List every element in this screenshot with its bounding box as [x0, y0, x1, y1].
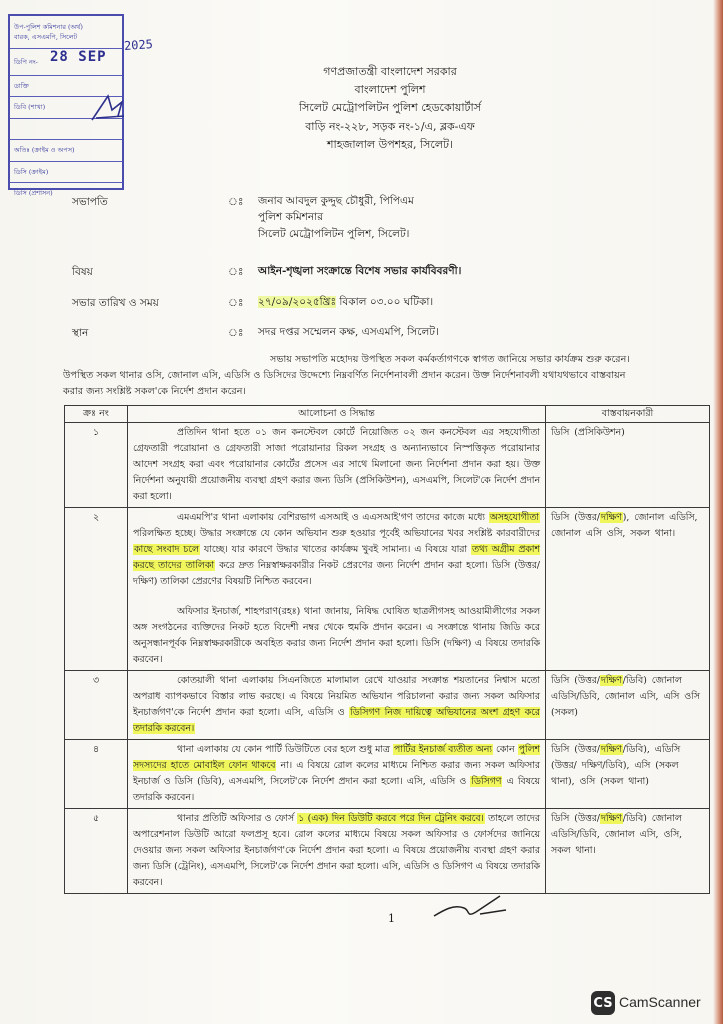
- office-city: শাহজালাল উপশহর, সিলেট।: [327, 138, 453, 151]
- highlighted-text: দক্ষিণ: [601, 511, 622, 523]
- text-run: থানার প্রতিটি অফিসার ও ফোর্স: [177, 812, 298, 824]
- table-row: [65, 507, 710, 670]
- highlighted-text: অসহযোগীতা: [489, 511, 539, 523]
- highlighted-text: পুলিশ সদস্যদের হাতে মোবাইল ফোন থাকবে: [133, 743, 540, 771]
- page-edge-shadow: [713, 0, 723, 1024]
- highlighted-text: দক্ষিণ: [601, 743, 622, 755]
- meeting-date: ২৭/০৯/২০২৫খ্রিঃ: [258, 296, 337, 308]
- table-row: [65, 808, 710, 893]
- office-name: সিলেট মেট্রোপলিটন পুলিশ হেডকোয়ার্টার্স: [299, 101, 481, 114]
- text-run: ডিসি (উত্তর/: [551, 743, 601, 755]
- chair-org: সিলেট মেট্রোপলিটন পুলিশ, সিলেট।: [258, 227, 410, 240]
- stamp-signature: [88, 90, 128, 126]
- text-run: /ডিবি), এডিসি (উত্তর/ দক্ষিণ/ডিবি), এসি (সকল থানা), ওসি (সকল থানা): [551, 743, 681, 787]
- text-run: না। এ বিষয়ে রোল কলের মাধ্যমে নিশ্চিত করার জন্য সকল অফিসার ইনচার্জ ও ডিসি (ডিবি), এসএমপি, সিলেট'কে নির্দেশ প্রদান করা হলো। এসি, এডিসি ও: [133, 759, 540, 787]
- text-run: কোতয়ালী থানা এলাকায় সিএনজিতে মালামাল রেখে যাওয়ার সংক্রান্ত শয়তানের নিশ্বাস মতো অপরাধ ব্যাপকভাবে বিস্তার লাভ করছে। এ বিষয়ে নিয়মিত অভিযান পরিচালনা করার জন্য সকল অফিসার ইনচার্জগণ'কে নির্দেশ প্রদান করা হলো। এসি, এডিসি ও: [133, 674, 540, 718]
- stamp-line: ডিবি (শাখা): [14, 103, 46, 112]
- chair-label: সভাপতি: [72, 196, 108, 208]
- text-run: ডিসি (উত্তর/: [551, 674, 601, 686]
- text-run: ), জোনাল এডিসি, জোনাল এসি ওসি, সকল থানা।: [551, 511, 698, 539]
- decision-text: [133, 510, 540, 590]
- text-run: করে দ্রুত নিম্নস্বাক্ষরকারীর নিকট প্রেরণের জন্য নির্দেশ প্রদান করা হলো। ডিসি (উত্তর/দক্ষিণ) তালিকা প্রেরণের বিষয়টি নিশ্চিত করবেন।: [133, 559, 540, 587]
- colon: ঃ: [228, 266, 244, 278]
- intro-line: করার জন্য সংশ্লিষ্ট সকল'কে নির্দেশ প্রদান করেন।: [63, 386, 246, 397]
- govt-name: গণপ্রজাতন্ত্রী বাংলাদেশ সরকার: [323, 65, 457, 78]
- text-run: এ বিষয়ে তদারকি করবেন।: [133, 775, 541, 803]
- decisions-table: [64, 405, 710, 894]
- highlighted-text: কাছে সংবাদ চলে: [134, 543, 199, 555]
- stamp-line: ডাক্তি: [14, 81, 29, 90]
- highlighted-text: ডিসিগণ নিজ দায়িত্বে অভিযানের অংশ গ্রহণ করে তদারকি করবেন।: [133, 706, 540, 734]
- chair-title: পুলিশ কমিশনার: [258, 211, 323, 224]
- text-run: ডিসি (উত্তর/: [551, 511, 601, 523]
- highlighted-text: তথ্য অগ্রীম প্রকাশ করছে তাদের তালিকা: [133, 543, 540, 571]
- row-discussion: [128, 808, 546, 893]
- row-discussion: [128, 423, 546, 508]
- row-implementer: [546, 670, 710, 739]
- highlighted-text: দক্ষিণ: [601, 674, 622, 686]
- highlighted-text: দক্ষিণ: [601, 812, 622, 824]
- chair-block: [258, 193, 414, 242]
- meeting-time: বিকাল ০৩.০০ ঘটিকা।: [336, 296, 434, 308]
- table-row: [65, 423, 710, 508]
- row-serial: ২: [65, 507, 128, 670]
- subject-value: আইন-শৃঙ্খলা সংক্রান্তে বিশেষ সভার কার্যবিবরণী।: [258, 265, 462, 277]
- dept-name: বাংলাদেশ পুলিশ: [354, 83, 426, 96]
- col-header-serial: ক্রঃ নং: [65, 406, 128, 423]
- decision-text: [133, 811, 540, 891]
- intro-line: সভায় সভাপতি মহোদয় উপস্থিত সকল কর্মকর্তাগণকে স্বাগত জানিয়ে সভার কার্যক্রম শুরু করেন।: [270, 354, 630, 365]
- table-header-row: [65, 406, 710, 423]
- decision-text: [133, 673, 540, 737]
- row-implementer: [546, 808, 710, 893]
- row-implementer: ডিসি (প্রসিকিউশন): [546, 423, 710, 508]
- venue-label: স্থান: [72, 327, 89, 339]
- page-number: 1: [388, 912, 395, 925]
- highlighted-text: পার্টির ইনচার্জ ব্যতীত অন্য: [393, 743, 492, 755]
- text-run: /ডিবি) জোনাল এডিসি/ডিবি, জোনাল এসি, এসি ওসি (সকল): [551, 674, 700, 718]
- office-address: বাড়ি নং-২২৮, সড়ক নং-১/এ, ব্লক-এফ: [305, 120, 475, 133]
- text-run: যাচ্ছে। যার কারণে উদ্ধার খাতের কার্যক্রম খুবই সামান্য। এ বিষয়ে যারা: [199, 543, 472, 555]
- highlighted-text: ১ (এক) দিন ডিউটি করবে পরে দিন ট্রেনিং করবে।: [298, 812, 484, 824]
- text-run: কোন: [492, 743, 518, 755]
- colon: ঃ: [228, 196, 244, 208]
- decision-text: [133, 742, 540, 806]
- row-discussion: [128, 739, 546, 808]
- col-header-implementer: বাস্তবায়নকারী: [546, 406, 710, 423]
- text-run: ডিসি (উত্তর/: [551, 812, 601, 824]
- row-discussion: [128, 670, 546, 739]
- table-row: [65, 670, 710, 739]
- col-header-discussion: আলোচনা ও সিদ্ধান্ত: [128, 406, 546, 423]
- chairperson-signature: [430, 890, 510, 924]
- text-run: তাহলে তাদের অপারেশনাল ডিউটি আরো ফলপ্রসূ হবে। রোল কলের মাধ্যমে বিষয়ে সকল অফিসার ও ফোর্সদের জানিয়ে দেওয়ার জন্য সকল অফিসার ইনচার্জগণ'কে নির্দেশ প্রদান করা হলো। এ বিষয়ে প্রয়োজনীয় ব্যবস্থা গ্রহণ করার জন্য ডিসি (ট্রেনিং), এসএমপি, সিলেট'কে নির্দেশ প্রদান করা হলো। এসি, এডিসি ও ডিসিগণ এ বিষয়ে তদারকি করবেন।: [133, 812, 540, 888]
- row-serial: ৫: [65, 808, 128, 893]
- decision-text: অফিসার ইনচার্জ, শাহপরাণ(রহঃ) থানা জানায়, নিষিদ্ধ ঘোষিত ছাত্রলীগসহ আওয়ামীলীগের সকল অঙ্গ সংগঠনের ব্যক্তিদের নিকট হতে বিদেশী নম্বর থেকে হুমকি প্রদান করেন। এ সংক্রান্তে থানায় জিডি করে অনুসন্ধানপূর্বক নিম্নস্বাক্ষরকারীকে অবহিত করার জন্য নির্দেশ প্রদান করা হলো। ডিসি (দক্ষিণ) এ বিষয়ে তদারকি করবেন।: [133, 605, 540, 665]
- row-serial: ৩: [65, 670, 128, 739]
- decision-text: প্রতিদিন থানা হতে ০১ জন কনস্টেবল কোর্টে নিয়োজিত ০২ জন কনস্টেবল এর সহযোগীতা গ্রেফতারী পরোয়ানা ও গ্রেফতারী সাজা পরোয়ানার রিকল সংগ্রহ ও অন্যান্যভাবে নিস্পত্তিকৃত পরোয়ানার আদেশ সংগ্রহ করা এবং পরোয়ানার কোর্টের প্রসেস এর সাথে মিলানো জন্য নির্দেশনা প্রদান করা হয়। উক্ত নির্দেশনা অনুযায়ী প্রয়োজনীয় ব্যবস্থা গ্রহণ করার জন্য ডিসি (প্রসিকিউশন), এসএমপি, সিলেট'কে নির্দেশ প্রদান করা হলো।: [133, 427, 540, 502]
- subject-label: বিষয়: [72, 266, 93, 278]
- colon: ঃ: [228, 327, 244, 339]
- stamp-line: ডিপি নং-: [14, 57, 38, 66]
- row-serial: ৪: [65, 739, 128, 808]
- row-discussion: [128, 507, 546, 670]
- text-run: এমএমপি'র থানা এলাকায় বেশিরভাগ এসআই ও এএসআই'গণ তাদের কাজে মধ্যে: [177, 511, 489, 523]
- stamp-line: বারক, এসএমপি, সিলেট: [14, 33, 78, 41]
- stamp-line: উপ-পুলিশ কমিশনার (অর্থ): [14, 22, 83, 31]
- stamp-line: ডিসি (ক্রাইম): [14, 167, 49, 176]
- camscanner-watermark: CamScanner: [619, 994, 701, 1010]
- row-implementer: [546, 507, 710, 670]
- venue-value: সদর দপ্তর সম্মেলন কক্ষ, এসএমপি, সিলেট।: [258, 326, 439, 338]
- row-serial: ১: [65, 423, 128, 508]
- colon: ঃ: [228, 297, 244, 309]
- text-run: /ডিবি) জোনাল এডিসি/ডিবি, জোনাল এসি, ওসি, সকল থানা।: [551, 812, 683, 856]
- text-run: পরিলক্ষিত হচ্ছে। উদ্ধার সংক্রান্তে যে কোন অভিযান শুরু হওয়ার পূর্বেই অভিযানের খবর সংশ্লিষ্ট কারবারীদের: [133, 527, 540, 539]
- datetime-label: সভার তারিখ ও সময়: [72, 297, 159, 309]
- highlighted-text: ডিসিগণ: [471, 775, 502, 787]
- datetime-value: [258, 294, 433, 310]
- stamp-line: অতিঃ (ক্রাইম ও অপস): [14, 146, 75, 155]
- stamp-line: ডিসি (প্রশাসন): [14, 188, 53, 197]
- camscanner-logo-icon: CS: [591, 991, 615, 1015]
- chair-name: জনাব আবদুল কুদ্দুছ চৌধুরী, পিপিএম: [258, 195, 414, 207]
- row-implementer: [546, 739, 710, 808]
- text-run: থানা এলাকায় যে কোন পার্টি ডিউটিতে বের হলে শুধু মাত্র: [177, 743, 393, 755]
- intro-line: উপস্থিত সকল থানার ওসি, জোনাল এসি, এডিসি ও ডিসিদের উদ্দেশ্যে নিম্নবর্ণিত নির্দেশনাবলী প্রদান করেন। উক্ত নির্দেশনাবলী যথাযথভাবে বাস্তবায়ন: [63, 370, 626, 381]
- stamp-year: 2025: [123, 37, 154, 53]
- stamp-date: 28 SEP: [50, 49, 107, 65]
- table-row: [65, 739, 710, 808]
